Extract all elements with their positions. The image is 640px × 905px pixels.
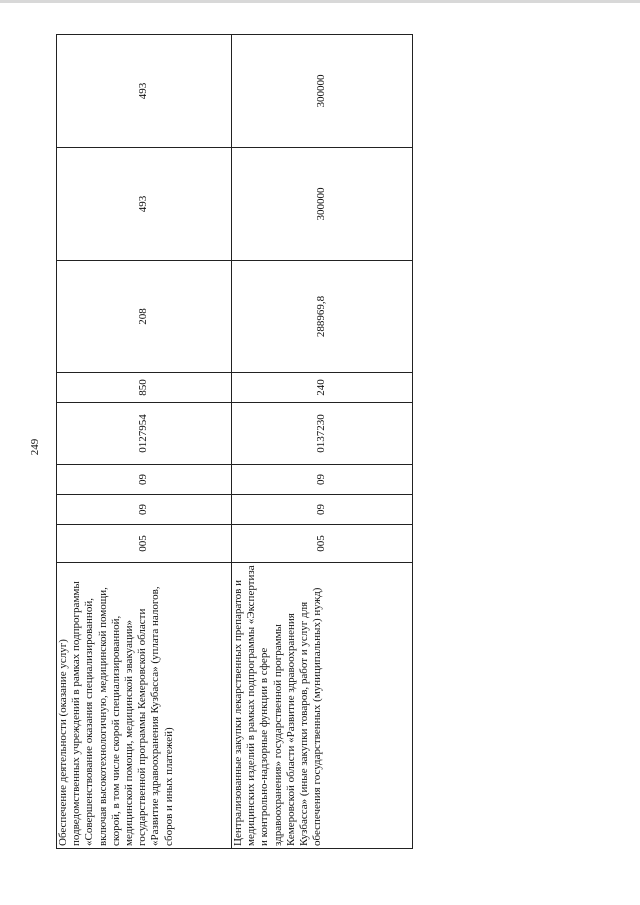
amount-2: 300000 <box>232 148 413 261</box>
subsection-code: 09 <box>232 465 413 495</box>
budget-table-rotated <box>56 35 412 849</box>
scan-edge <box>0 0 640 3</box>
amount-2: 493 <box>57 148 232 261</box>
table-row <box>232 35 413 849</box>
amount-3: 493 <box>57 35 232 148</box>
expense-type-code: 850 <box>57 373 232 403</box>
section-code: 09 <box>232 495 413 525</box>
ministry-code: 005 <box>232 525 413 563</box>
target-code: 0137230 <box>232 403 413 465</box>
amount-3: 300000 <box>232 35 413 148</box>
section-code: 09 <box>57 495 232 525</box>
row-description: Обеспечение деятельности (оказание услуг) подведомственных учреждений в рамках подпрограммы «Совершенствование оказания специализированной, включая высокотехнологичную, медицинской помощи, скорой, в том числе скорой специализированной, медицинской помощи, медицинской эвакуации» государственной программы Кемеровской области «Развитие здравоохранения Кузбасса» (уплата налогов, сборов и иных платежей) <box>57 563 232 849</box>
page-number: 249 <box>29 438 41 456</box>
row-description: Централизованные закупки лекарственных препаратов и медицинских изделий в рамках подпрограммы «Экспертиза и контрольно-надзорные функции в сфере здравоохранения» государственной программы Кемеровской области «Развитие здравоохранения Кузбасса» (иные закупки товаров, работ и услуг для обеспечения государственных (муниципальных) нужд) <box>232 563 413 849</box>
table-row <box>57 35 232 849</box>
target-code: 0127954 <box>57 403 232 465</box>
amount-1: 208 <box>57 261 232 373</box>
budget-table <box>56 34 413 849</box>
amount-1: 288969,8 <box>232 261 413 373</box>
subsection-code: 09 <box>57 465 232 495</box>
expense-type-code: 240 <box>232 373 413 403</box>
ministry-code: 005 <box>57 525 232 563</box>
